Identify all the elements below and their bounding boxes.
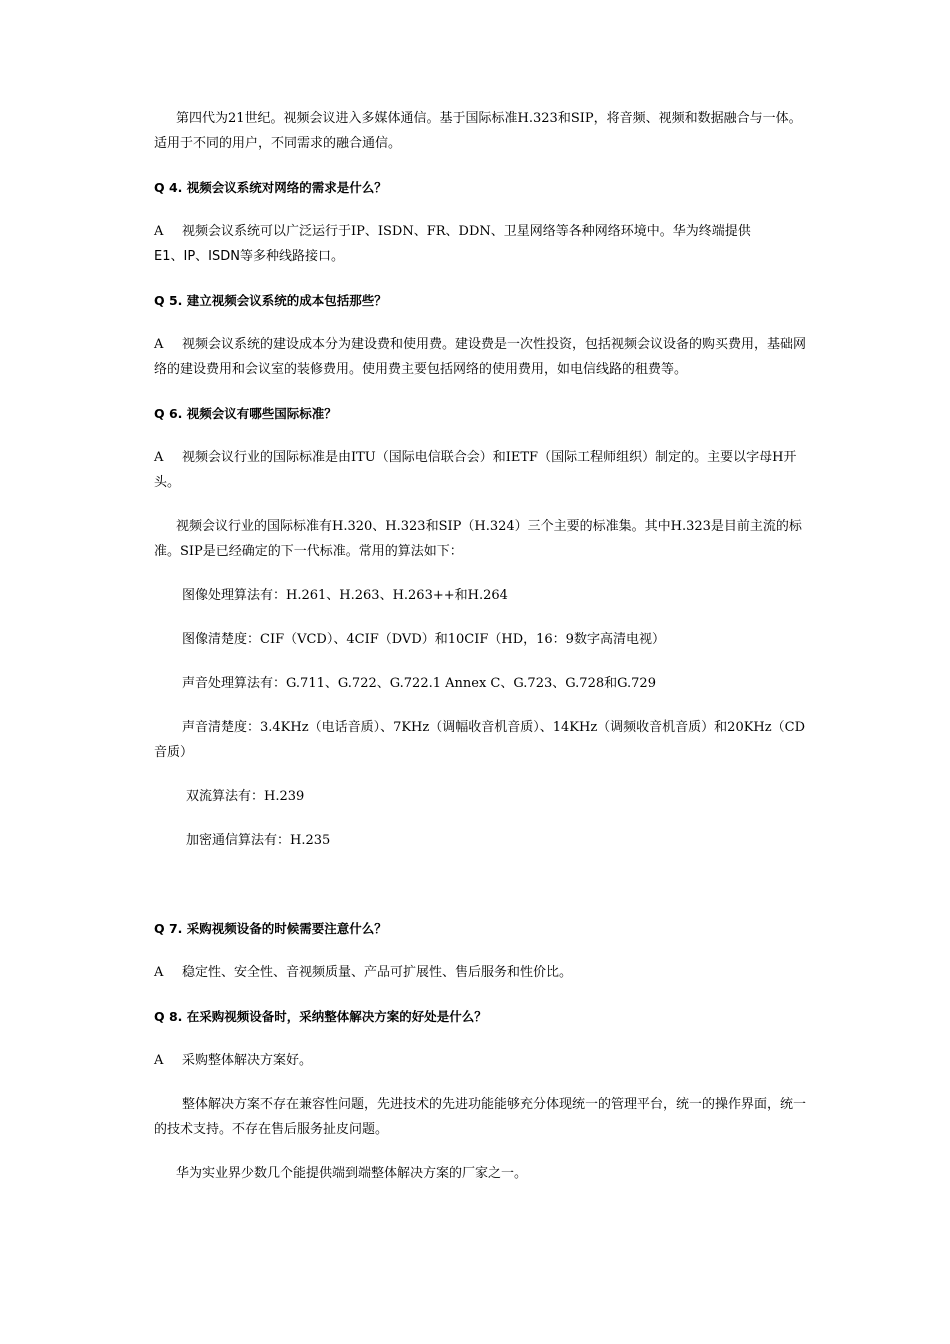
question-4: Q 4. 视频会议系统对网络的需求是什么？ (154, 180, 387, 195)
answer-4: A 视频会议系统可以广泛运行于IP、ISDN、FR、DDN、卫星网络等各种网络环境中。华为终端提供 E1、IP、ISDN等多种线路接口。 (154, 219, 810, 269)
question-5: Q 5. 建立视频会议系统的成本包括那些？ (154, 293, 387, 308)
paragraph-fourth-generation: 第四代为21世纪。视频会议进入多媒体通信。基于国际标准H.323和SIP，将音频、视频和数据融合与一体。适用于不同的用户，不同需求的融合通信。 (154, 111, 802, 151)
answer-label: A (154, 337, 164, 352)
algorithm-dual-stream: 双流算法有：H.239 (186, 789, 305, 804)
question-8: Q 8. 在采购视频设备时，采纳整体解决方案的好处是什么？ (154, 1009, 487, 1024)
answer-label: A (154, 224, 164, 239)
answer-6: A 视频会议行业的国际标准是由ITU（国际电信联合会）和IETF（国际工程师组织）制定的。主要以字母H开头。 (154, 445, 810, 495)
answer-label: A (154, 1053, 164, 1068)
question-7: Q 7. 采购视频设备的时候需要注意什么？ (154, 921, 387, 936)
answer-8: A 采购整体解决方案好。 (154, 1048, 810, 1073)
paragraph-integrated-solution: 整体解决方案不存在兼容性问题，先进技术的先进功能能够充分体现统一的管理平台，统一的操作界面，统一的技术支持。不存在售后服务扯皮问题。 (154, 1097, 807, 1137)
answer-7: A 稳定性、安全性、音视频质量、产品可扩展性、售后服务和性价比。 (154, 960, 810, 985)
question-6: Q 6. 视频会议有哪些国际标准？ (154, 406, 337, 421)
algorithm-encryption: 加密通信算法有：H.235 (186, 833, 331, 848)
algorithm-image-clarity: 图像清楚度：CIF（VCD）、4CIF（DVD）和10CIF（HD，16：9数字高清电视） (182, 632, 665, 647)
answer-label: A (154, 965, 164, 980)
algorithm-image-processing: 图像处理算法有：H.261、H.263、H.263++和H.264 (182, 588, 508, 603)
algorithm-audio-clarity: 声音清楚度：3.4KHz（电话音质）、7KHz（调幅收音机音质）、14KHz（调频收音机音质）和20KHz（CD音质） (154, 720, 805, 760)
paragraph-huawei: 华为实业界少数几个能提供端到端整体解决方案的厂家之一。 (176, 1166, 528, 1181)
answer-5: A 视频会议系统的建设成本分为建设费和使用费。建设费是一次性投资，包括视频会议设备的购买费用，基础网络的建设费用和会议室的装修费用。使用费主要包括网络的使用费用，如电信线路的租费等。 (154, 332, 810, 382)
paragraph-standards: 视频会议行业的国际标准有H.320、H.323和SIP（H.324）三个主要的标准集。其中H.323是目前主流的标准。SIP是已经确定的下一代标准。常用的算法如下： (154, 519, 802, 559)
algorithm-audio-processing: 声音处理算法有：G.711、G.722、G.722.1 Annex C、G.723、G.728和G.729 (182, 676, 656, 691)
answer-label: A (154, 450, 164, 465)
